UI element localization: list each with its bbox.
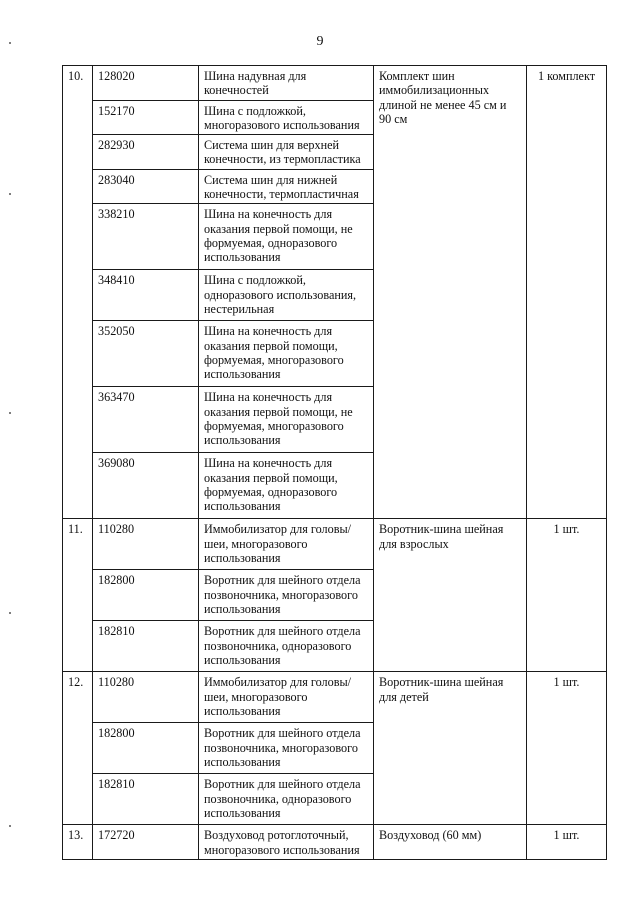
item-code: 348410 [93,270,199,321]
group-description: Воротник-шина шейная для детей [374,672,527,825]
item-name: Шина на конечность для оказания первой помощи, не формуемая, многоразового использования [199,387,374,453]
item-code: 172720 [93,825,199,860]
row-number: 13. [63,825,93,860]
row-number: 10. [63,66,93,519]
table-row [63,519,607,570]
group-quantity: 1 шт. [527,825,607,860]
page-number: 9 [316,34,324,49]
item-code: 369080 [93,453,199,519]
scan-dot [9,42,11,44]
scan-dot [9,825,11,827]
item-name: Шина с подложкой, многоразового использования [199,100,374,135]
item-name: Шина надувная для конечностей [199,66,374,101]
item-code: 128020 [93,66,199,101]
group-quantity: 1 комплект [527,66,607,519]
item-code: 338210 [93,204,199,270]
equipment-table [62,65,607,860]
table-row [63,825,607,860]
group-description: Воротник-шина шейная для взрослых [374,519,527,672]
item-name: Иммобилизатор для головы/шеи, многоразового использования [199,519,374,570]
table-row [63,672,607,723]
item-name: Воздуховод ротоглоточный, многоразового использования [199,825,374,860]
item-name: Шина на конечность для оказания первой помощи, формуемая, одноразового использования [199,453,374,519]
item-code: 182810 [93,774,199,825]
item-code: 182810 [93,621,199,672]
scan-dot [9,612,11,614]
row-number: 12. [63,672,93,825]
scan-dot [9,412,11,414]
item-name: Воротник для шейного отдела позвоночника, многоразового использования [199,570,374,621]
item-name: Система шин для нижней конечности, термопластичная [199,169,374,204]
item-name: Воротник для шейного отдела позвоночника, одноразового использования [199,621,374,672]
scan-dot [9,193,11,195]
item-name: Воротник для шейного отдела позвоночника, многоразового использования [199,723,374,774]
table-row [63,66,607,101]
item-name: Система шин для верхней конечности, из термопластика [199,135,374,170]
group-quantity: 1 шт. [527,519,607,672]
group-description: Воздуховод (60 мм) [374,825,527,860]
item-code: 110280 [93,672,199,723]
item-code: 283040 [93,169,199,204]
item-code: 282930 [93,135,199,170]
item-name: Иммобилизатор для головы/шеи, многоразового использования [199,672,374,723]
item-code: 110280 [93,519,199,570]
item-name: Шина с подложкой, одноразового использования, нестерильная [199,270,374,321]
item-code: 182800 [93,570,199,621]
item-name: Шина на конечность для оказания первой помощи, формуемая, многоразового использования [199,321,374,387]
item-name: Шина на конечность для оказания первой помощи, не формуемая, одноразового использования [199,204,374,270]
item-code: 182800 [93,723,199,774]
group-quantity: 1 шт. [527,672,607,825]
group-description: Комплект шин иммобилизационных длиной не менее 45 см и 90 см [374,66,527,519]
item-code: 152170 [93,100,199,135]
row-number: 11. [63,519,93,672]
item-name: Воротник для шейного отдела позвоночника, одноразового использования [199,774,374,825]
item-code: 363470 [93,387,199,453]
item-code: 352050 [93,321,199,387]
